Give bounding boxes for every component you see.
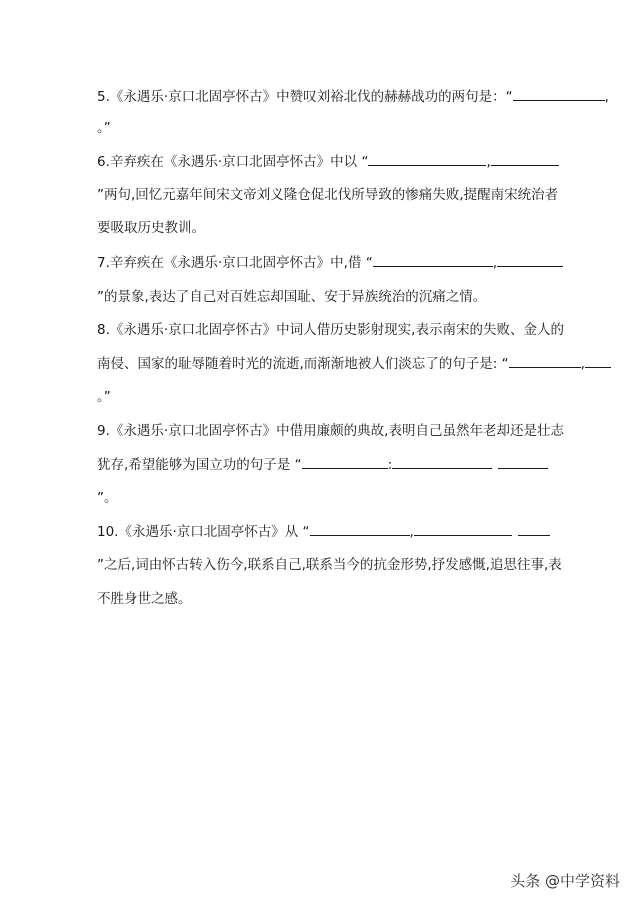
q7-blank-2: [497, 254, 563, 267]
q9-line-1: [97, 422, 564, 440]
q10-separator: ,: [409, 524, 414, 540]
q9-line-2: [97, 456, 548, 474]
q9-text-2: 犹存,希望能够为国立功的句子是 “: [97, 457, 302, 473]
q6-line-3: [97, 219, 205, 237]
q10-text-3: 不胜身世之感。: [97, 591, 192, 607]
q6-line-1: [97, 153, 559, 171]
q9-blank-3: [498, 456, 548, 469]
q7-line-1: [97, 254, 563, 272]
q5-blank-1: [513, 88, 605, 101]
q6-blank-1: [368, 153, 486, 166]
q9-closing: ”。: [97, 490, 118, 506]
q7-separator: ,: [492, 255, 498, 271]
q8-blank-2: [585, 355, 611, 368]
q7-text: 7.辛弃疾在《永遇乐·京口北固亭怀古》中,借 “: [97, 255, 373, 271]
q6-text: 6.辛弃疾在《永遇乐·京口北固亭怀古》中以 “: [97, 154, 369, 170]
q7-line-2: [97, 288, 486, 306]
q8-text-2: 南侵、国家的耻辱随着时光的流逝,而渐渐地被人们淡忘了的句子是: “: [97, 356, 509, 372]
q10-text-2: ”之后,词由怀古转入伤今,联系自己,联系当今的抗金形势,抒发感慨,追思往事,表: [97, 557, 562, 573]
q5-line-1: [97, 88, 609, 106]
q9-line-3: [97, 489, 118, 507]
q5-closing: 。”: [97, 120, 111, 136]
q7-text-2: ”的景象,表达了自己对百姓忘却国耻、安于异族统治的沉痛之情。: [97, 289, 487, 305]
watermark: 头条 @中学资料: [510, 872, 620, 890]
q8-text: 8.《永遇乐·京口北固亭怀古》中词人借历史影射现实,表示南宋的失败、金人的: [97, 322, 564, 338]
q6-text-3: 要吸取历史教训。: [97, 220, 205, 236]
q8-line-3: [97, 388, 111, 406]
q5-line-2: [97, 119, 111, 137]
q8-blank-1: [509, 355, 581, 368]
q6-blank-2: [491, 153, 559, 166]
q5-separator: ,: [604, 89, 609, 105]
q10-blank-2: [414, 523, 512, 536]
q9-blank-2: [392, 456, 492, 469]
q6-text-2: ”两句,回忆元嘉年间宋文帝刘义隆仓促北伐所导致的惨痛失败,提醒南宋统治者: [97, 187, 559, 203]
q9-text: 9.《永遇乐·京口北固亭怀古》中借用廉颇的典故,表明自己虽然年老却还是壮志: [97, 423, 564, 439]
q8-line-2: [97, 355, 611, 373]
q8-line-1: [97, 321, 564, 339]
q10-line-1: [97, 523, 550, 541]
q10-blank-1: [310, 523, 410, 536]
q8-separator: ,: [580, 356, 585, 372]
q9-separator: :: [387, 457, 393, 473]
q8-closing: 。”: [97, 389, 111, 405]
q10-text: 10.《永遇乐·京口北固亭怀古》从 “: [97, 524, 310, 540]
q6-separator: ,: [486, 154, 491, 170]
q10-line-3: [97, 590, 192, 608]
q5-text: 5.《永遇乐·京口北固亭怀古》中赞叹刘裕北伐的赫赫战功的两句是：“: [97, 89, 513, 105]
q6-line-2: [97, 186, 558, 204]
q9-blank-1: [302, 456, 388, 469]
q7-blank-1: [373, 254, 493, 267]
q10-line-2: [97, 556, 562, 574]
q10-blank-3: [518, 523, 550, 536]
